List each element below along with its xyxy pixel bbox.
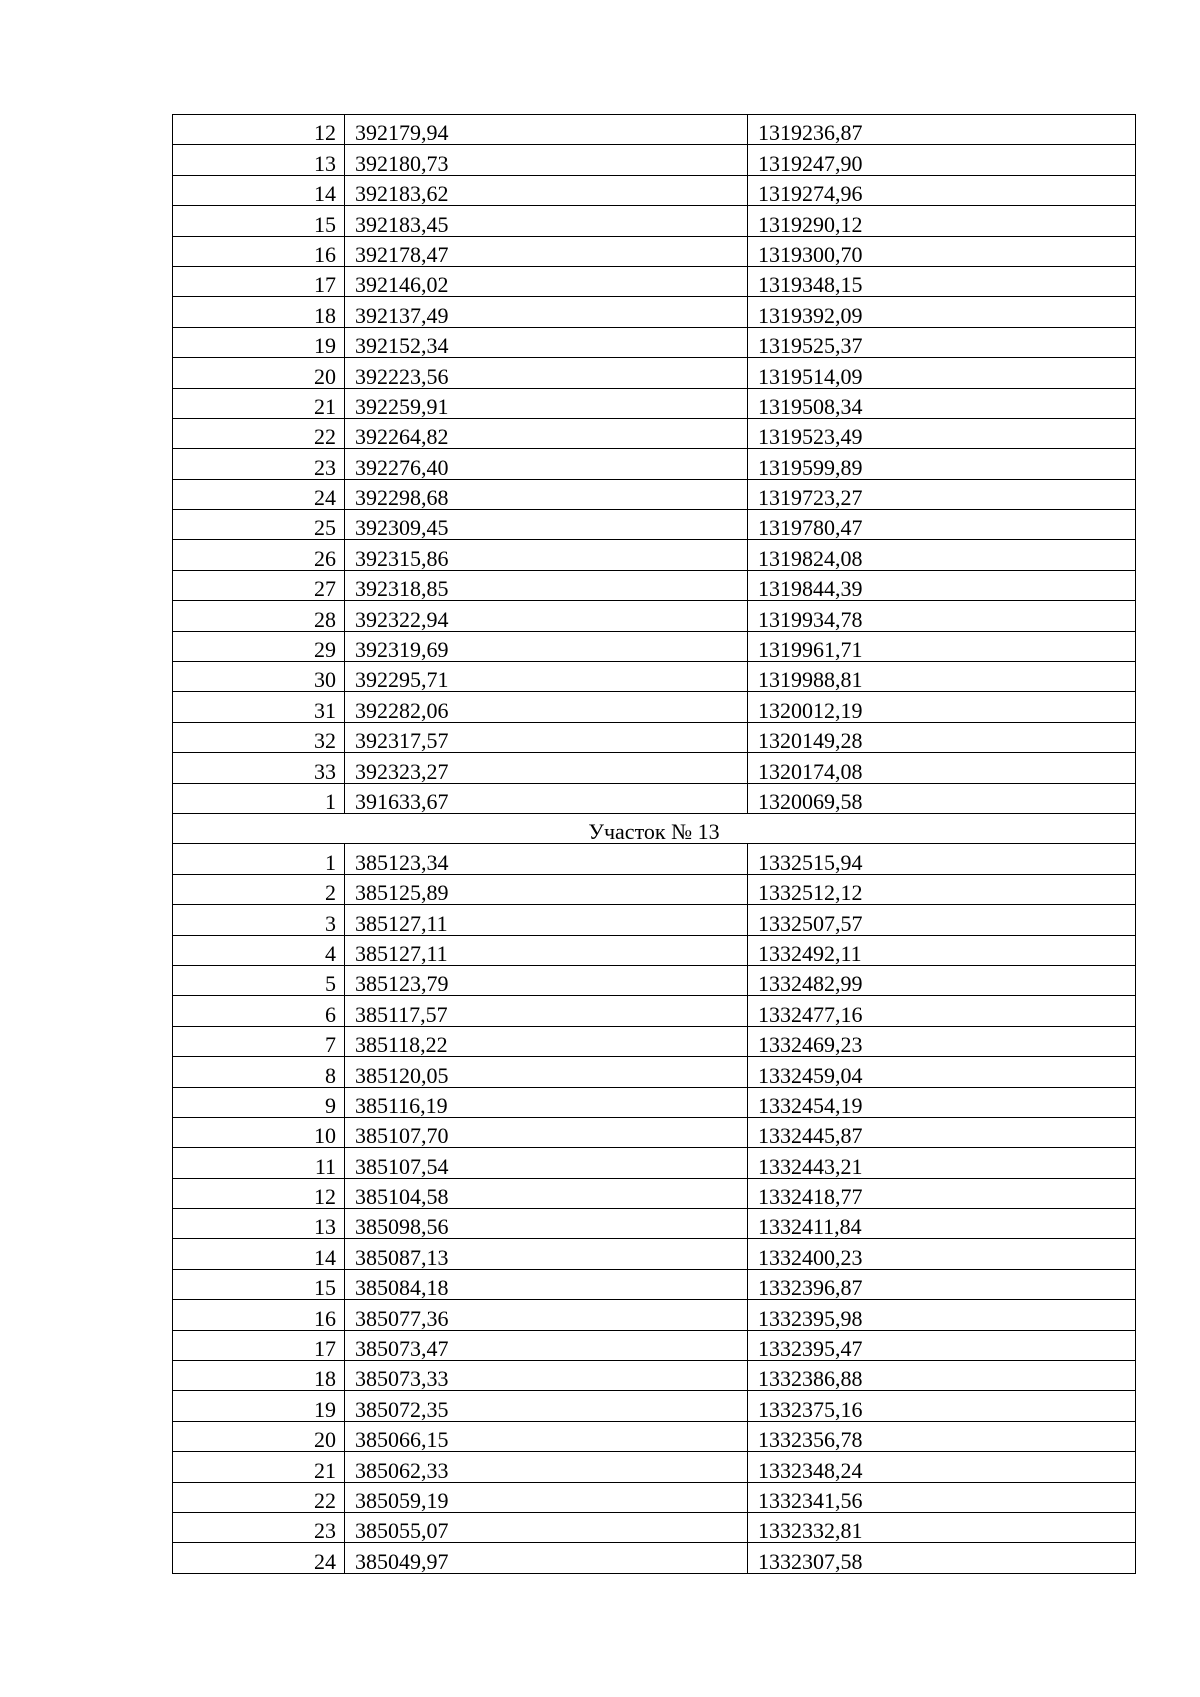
y-coordinate-cell: 1319780,47	[748, 510, 1136, 540]
point-number-cell: 3	[173, 905, 345, 935]
point-number-cell: 30	[173, 662, 345, 692]
y-coordinate-cell: 1332375,16	[748, 1391, 1136, 1421]
table-row	[173, 510, 1136, 540]
x-coordinate-cell: 385084,18	[345, 1269, 748, 1299]
y-coordinate-cell: 1319300,70	[748, 236, 1136, 266]
point-number-cell: 10	[173, 1117, 345, 1147]
x-coordinate-cell: 385077,36	[345, 1300, 748, 1330]
point-number-cell: 17	[173, 266, 345, 296]
x-coordinate-cell: 392276,40	[345, 449, 748, 479]
point-number-cell: 15	[173, 206, 345, 236]
y-coordinate-cell: 1319844,39	[748, 570, 1136, 600]
coordinates-table	[172, 114, 1136, 1574]
point-number-cell: 22	[173, 1482, 345, 1512]
y-coordinate-cell: 1319348,15	[748, 266, 1136, 296]
point-number-cell: 17	[173, 1330, 345, 1360]
point-number-cell: 2	[173, 874, 345, 904]
point-number-cell: 31	[173, 692, 345, 722]
y-coordinate-cell: 1319988,81	[748, 662, 1136, 692]
y-coordinate-cell: 1332332,81	[748, 1512, 1136, 1542]
x-coordinate-cell: 392183,45	[345, 206, 748, 236]
x-coordinate-cell: 385062,33	[345, 1452, 748, 1482]
x-coordinate-cell: 385055,07	[345, 1512, 748, 1542]
point-number-cell: 12	[173, 1178, 345, 1208]
section-heading: Участок № 13	[173, 813, 1136, 843]
point-number-cell: 7	[173, 1026, 345, 1056]
table-row	[173, 1452, 1136, 1482]
point-number-cell: 16	[173, 236, 345, 266]
x-coordinate-cell: 385123,79	[345, 965, 748, 995]
point-number-cell: 19	[173, 1391, 345, 1421]
x-coordinate-cell: 392318,85	[345, 570, 748, 600]
table-row	[173, 1239, 1136, 1269]
y-coordinate-cell: 1319824,08	[748, 540, 1136, 570]
point-number-cell: 21	[173, 388, 345, 418]
y-coordinate-cell: 1319723,27	[748, 479, 1136, 509]
x-coordinate-cell: 392152,34	[345, 327, 748, 357]
y-coordinate-cell: 1320012,19	[748, 692, 1136, 722]
table-row	[173, 905, 1136, 935]
section-heading-row	[173, 813, 1136, 843]
table-row	[173, 996, 1136, 1026]
y-coordinate-cell: 1332395,98	[748, 1300, 1136, 1330]
table-row	[173, 327, 1136, 357]
y-coordinate-cell: 1332459,04	[748, 1057, 1136, 1087]
y-coordinate-cell: 1332307,58	[748, 1543, 1136, 1573]
table-row	[173, 1391, 1136, 1421]
x-coordinate-cell: 392323,27	[345, 753, 748, 783]
y-coordinate-cell: 1319508,34	[748, 388, 1136, 418]
table-row	[173, 1361, 1136, 1391]
point-number-cell: 13	[173, 145, 345, 175]
table-row	[173, 601, 1136, 631]
point-number-cell: 26	[173, 540, 345, 570]
x-coordinate-cell: 385072,35	[345, 1391, 748, 1421]
y-coordinate-cell: 1332411,84	[748, 1209, 1136, 1239]
table-row	[173, 1269, 1136, 1299]
x-coordinate-cell: 385123,34	[345, 844, 748, 874]
x-coordinate-cell: 385059,19	[345, 1482, 748, 1512]
table-row	[173, 540, 1136, 570]
y-coordinate-cell: 1319392,09	[748, 297, 1136, 327]
point-number-cell: 18	[173, 297, 345, 327]
x-coordinate-cell: 392180,73	[345, 145, 748, 175]
x-coordinate-cell: 385116,19	[345, 1087, 748, 1117]
table-row	[173, 1512, 1136, 1542]
point-number-cell: 20	[173, 1421, 345, 1451]
x-coordinate-cell: 385073,33	[345, 1361, 748, 1391]
point-number-cell: 11	[173, 1148, 345, 1178]
point-number-cell: 14	[173, 1239, 345, 1269]
table-row	[173, 1026, 1136, 1056]
table-row	[173, 692, 1136, 722]
y-coordinate-cell: 1332400,23	[748, 1239, 1136, 1269]
table-row	[173, 874, 1136, 904]
point-number-cell: 24	[173, 479, 345, 509]
y-coordinate-cell: 1332395,47	[748, 1330, 1136, 1360]
table-row	[173, 388, 1136, 418]
table-row	[173, 297, 1136, 327]
x-coordinate-cell: 385127,11	[345, 935, 748, 965]
y-coordinate-cell: 1332356,78	[748, 1421, 1136, 1451]
point-number-cell: 23	[173, 449, 345, 479]
x-coordinate-cell: 385087,13	[345, 1239, 748, 1269]
y-coordinate-cell: 1320174,08	[748, 753, 1136, 783]
table-row	[173, 722, 1136, 752]
x-coordinate-cell: 385107,54	[345, 1148, 748, 1178]
x-coordinate-cell: 392137,49	[345, 297, 748, 327]
table-row	[173, 1057, 1136, 1087]
x-coordinate-cell: 392315,86	[345, 540, 748, 570]
x-coordinate-cell: 392183,62	[345, 175, 748, 205]
x-coordinate-cell: 392295,71	[345, 662, 748, 692]
y-coordinate-cell: 1319274,96	[748, 175, 1136, 205]
y-coordinate-cell: 1319514,09	[748, 358, 1136, 388]
table-row	[173, 631, 1136, 661]
x-coordinate-cell: 385118,22	[345, 1026, 748, 1056]
x-coordinate-cell: 392298,68	[345, 479, 748, 509]
y-coordinate-cell: 1332512,12	[748, 874, 1136, 904]
x-coordinate-cell: 385073,47	[345, 1330, 748, 1360]
y-coordinate-cell: 1319236,87	[748, 115, 1136, 145]
y-coordinate-cell: 1332348,24	[748, 1452, 1136, 1482]
point-number-cell: 23	[173, 1512, 345, 1542]
y-coordinate-cell: 1332443,21	[748, 1148, 1136, 1178]
table-row	[173, 935, 1136, 965]
table-row	[173, 1117, 1136, 1147]
y-coordinate-cell: 1332445,87	[748, 1117, 1136, 1147]
table-row	[173, 844, 1136, 874]
table-row	[173, 1421, 1136, 1451]
point-number-cell: 27	[173, 570, 345, 600]
x-coordinate-cell: 392319,69	[345, 631, 748, 661]
y-coordinate-cell: 1319934,78	[748, 601, 1136, 631]
y-coordinate-cell: 1332469,23	[748, 1026, 1136, 1056]
table-row	[173, 1300, 1136, 1330]
x-coordinate-cell: 392259,91	[345, 388, 748, 418]
table-row	[173, 783, 1136, 813]
y-coordinate-cell: 1332386,88	[748, 1361, 1136, 1391]
table-row	[173, 1209, 1136, 1239]
table-row	[173, 662, 1136, 692]
point-number-cell: 1	[173, 783, 345, 813]
point-number-cell: 8	[173, 1057, 345, 1087]
point-number-cell: 5	[173, 965, 345, 995]
x-coordinate-cell: 392179,94	[345, 115, 748, 145]
table-row	[173, 1087, 1136, 1117]
x-coordinate-cell: 391633,67	[345, 783, 748, 813]
point-number-cell: 33	[173, 753, 345, 783]
x-coordinate-cell: 392223,56	[345, 358, 748, 388]
point-number-cell: 1	[173, 844, 345, 874]
point-number-cell: 4	[173, 935, 345, 965]
y-coordinate-cell: 1332396,87	[748, 1269, 1136, 1299]
point-number-cell: 14	[173, 175, 345, 205]
point-number-cell: 9	[173, 1087, 345, 1117]
y-coordinate-cell: 1320149,28	[748, 722, 1136, 752]
x-coordinate-cell: 385127,11	[345, 905, 748, 935]
table-row	[173, 115, 1136, 145]
table-row	[173, 175, 1136, 205]
point-number-cell: 20	[173, 358, 345, 388]
x-coordinate-cell: 392309,45	[345, 510, 748, 540]
table-row	[173, 1178, 1136, 1208]
point-number-cell: 13	[173, 1209, 345, 1239]
x-coordinate-cell: 385117,57	[345, 996, 748, 1026]
y-coordinate-cell: 1319523,49	[748, 418, 1136, 448]
y-coordinate-cell: 1332418,77	[748, 1178, 1136, 1208]
point-number-cell: 21	[173, 1452, 345, 1482]
y-coordinate-cell: 1332477,16	[748, 996, 1136, 1026]
point-number-cell: 15	[173, 1269, 345, 1299]
table-row	[173, 1330, 1136, 1360]
point-number-cell: 24	[173, 1543, 345, 1573]
y-coordinate-cell: 1332482,99	[748, 965, 1136, 995]
y-coordinate-cell: 1319599,89	[748, 449, 1136, 479]
y-coordinate-cell: 1332515,94	[748, 844, 1136, 874]
x-coordinate-cell: 385098,56	[345, 1209, 748, 1239]
table-row	[173, 358, 1136, 388]
point-number-cell: 18	[173, 1361, 345, 1391]
table-row	[173, 418, 1136, 448]
y-coordinate-cell: 1319247,90	[748, 145, 1136, 175]
table-row	[173, 570, 1136, 600]
x-coordinate-cell: 392282,06	[345, 692, 748, 722]
point-number-cell: 29	[173, 631, 345, 661]
table-row	[173, 266, 1136, 296]
x-coordinate-cell: 385120,05	[345, 1057, 748, 1087]
x-coordinate-cell: 385049,97	[345, 1543, 748, 1573]
table-row	[173, 1482, 1136, 1512]
point-number-cell: 19	[173, 327, 345, 357]
point-number-cell: 16	[173, 1300, 345, 1330]
point-number-cell: 22	[173, 418, 345, 448]
point-number-cell: 32	[173, 722, 345, 752]
y-coordinate-cell: 1332507,57	[748, 905, 1136, 935]
x-coordinate-cell: 385125,89	[345, 874, 748, 904]
point-number-cell: 25	[173, 510, 345, 540]
table-row	[173, 206, 1136, 236]
x-coordinate-cell: 392178,47	[345, 236, 748, 266]
x-coordinate-cell: 385107,70	[345, 1117, 748, 1147]
table-row	[173, 236, 1136, 266]
point-number-cell: 12	[173, 115, 345, 145]
y-coordinate-cell: 1319961,71	[748, 631, 1136, 661]
y-coordinate-cell: 1319525,37	[748, 327, 1136, 357]
y-coordinate-cell: 1332454,19	[748, 1087, 1136, 1117]
table-row	[173, 1148, 1136, 1178]
x-coordinate-cell: 392317,57	[345, 722, 748, 752]
table-row	[173, 1543, 1136, 1573]
x-coordinate-cell: 392322,94	[345, 601, 748, 631]
y-coordinate-cell: 1319290,12	[748, 206, 1136, 236]
y-coordinate-cell: 1320069,58	[748, 783, 1136, 813]
table-row	[173, 753, 1136, 783]
y-coordinate-cell: 1332492,11	[748, 935, 1136, 965]
x-coordinate-cell: 385066,15	[345, 1421, 748, 1451]
table-row	[173, 449, 1136, 479]
table-row	[173, 965, 1136, 995]
x-coordinate-cell: 385104,58	[345, 1178, 748, 1208]
x-coordinate-cell: 392146,02	[345, 266, 748, 296]
table-row	[173, 145, 1136, 175]
y-coordinate-cell: 1332341,56	[748, 1482, 1136, 1512]
coordinates-table-body	[173, 115, 1136, 1574]
point-number-cell: 28	[173, 601, 345, 631]
point-number-cell: 6	[173, 996, 345, 1026]
table-row	[173, 479, 1136, 509]
x-coordinate-cell: 392264,82	[345, 418, 748, 448]
